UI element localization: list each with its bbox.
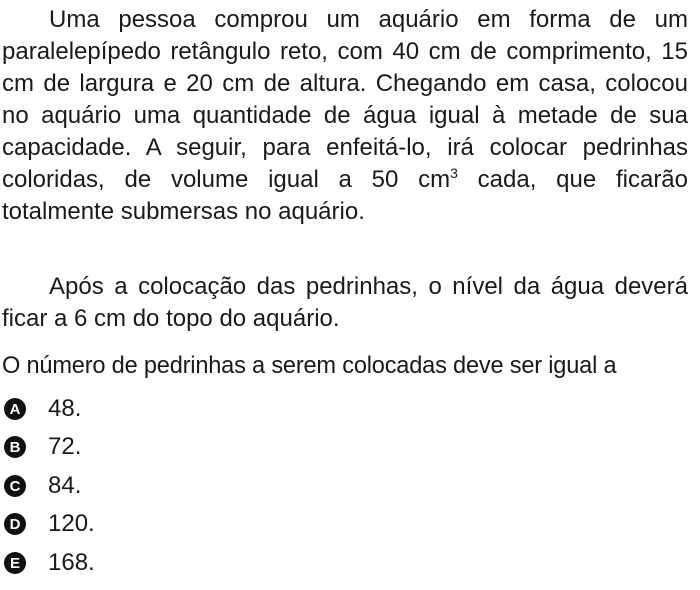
option-a-text: 48. xyxy=(48,395,82,422)
option-a-badge: A xyxy=(4,398,26,420)
option-c-badge: C xyxy=(4,475,26,497)
option-c[interactable] xyxy=(4,471,81,501)
superscript-3: 3 xyxy=(450,165,458,181)
paragraph-2-text: Após a colocação das pedrinhas, o nível da água deverá ficar a 6 cm do topo do aquário. xyxy=(2,273,688,332)
question-paragraph-2 xyxy=(2,271,688,335)
option-e-badge: E xyxy=(4,552,26,574)
option-e-text: 168. xyxy=(48,549,95,576)
question-paragraph-1 xyxy=(2,4,688,228)
option-a[interactable] xyxy=(4,394,81,424)
option-d[interactable] xyxy=(4,509,95,539)
question-prompt: O número de pedrinhas a serem colocadas deve ser igual a xyxy=(2,353,617,379)
option-b-text: 72. xyxy=(48,433,82,460)
paragraph-1-text-end: cada, que ficarão totalmente submersas no aquário. xyxy=(2,166,689,225)
option-e[interactable] xyxy=(4,548,95,578)
option-c-text: 84. xyxy=(48,472,82,499)
option-d-badge: D xyxy=(4,513,26,535)
option-b-badge: B xyxy=(4,436,26,458)
option-d-text: 120. xyxy=(48,510,95,537)
option-b[interactable] xyxy=(4,432,81,462)
paragraph-1-text: Uma pessoa comprou um aquário em forma de um paralelepípedo retângulo reto, com 40 cm de comprimento, 15 cm de largura e 20 cm de altura. Chegando em casa, colocou no aquário uma quantidade de água igual à metade de sua capacidade. A seguir, para enfeitá-lo, irá colocar pedrinhas coloridas, de volume igual a 50 cm xyxy=(2,6,688,193)
